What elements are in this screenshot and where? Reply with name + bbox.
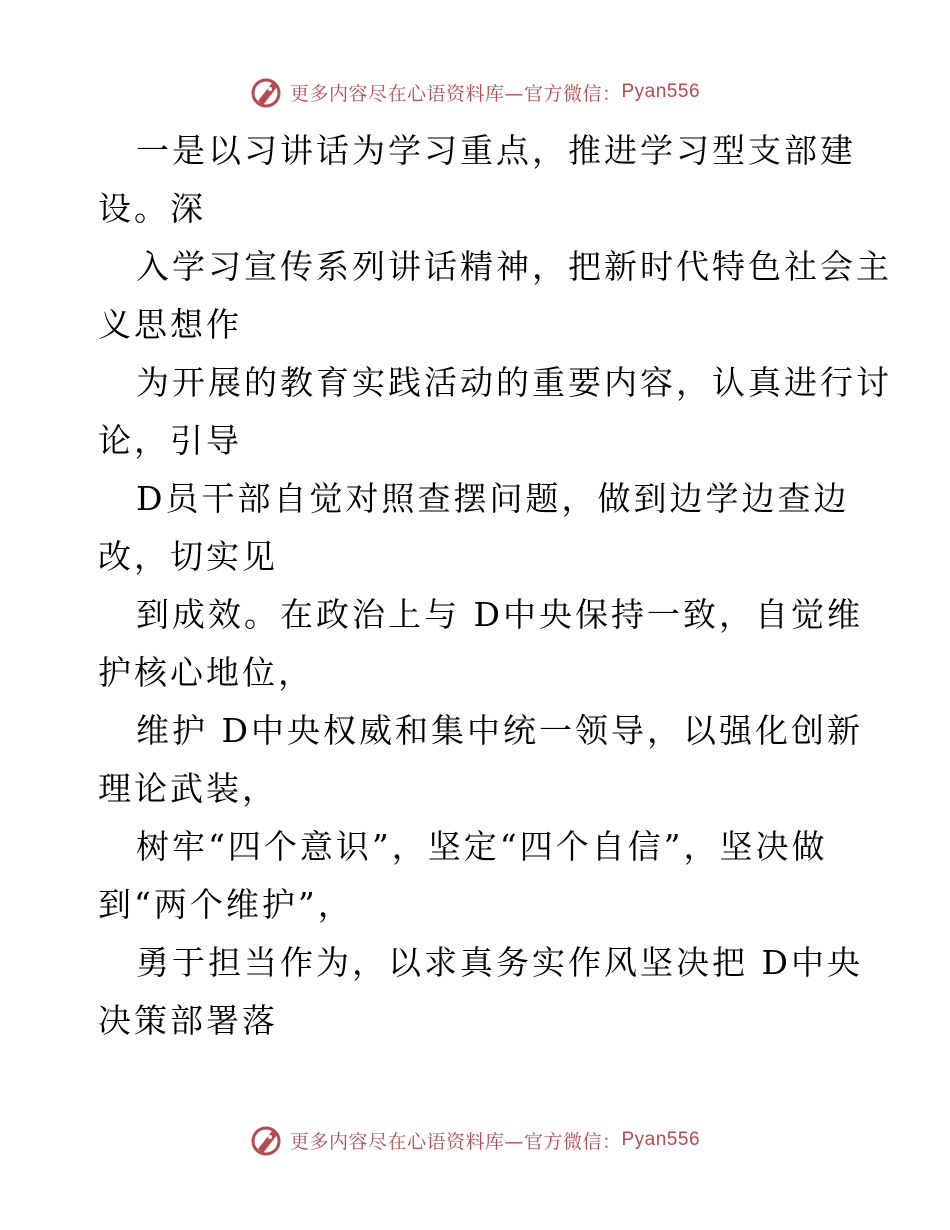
text-line: 理论武装， — [98, 769, 278, 808]
text-line: 勇于担当作为，以求真务实作风坚决把 D中央 — [136, 943, 863, 982]
text-line: 决策部署落 — [98, 1001, 278, 1040]
text-line: 护核心地位， — [98, 653, 314, 692]
text-line: 一是以习讲话为学习重点，推进学习型支部建 — [136, 131, 856, 170]
text-line: 维护 D中央权威和集中统一领导，以强化创新 — [136, 711, 863, 750]
pen-nib-logo-icon — [250, 75, 284, 109]
pen-nib-logo-icon — [250, 1123, 284, 1157]
text-line: 入学习宣传系列讲话精神，把新时代特色社会主 — [136, 247, 892, 286]
text-line: 设。深 — [98, 189, 206, 228]
text-line: 改，切实见 — [98, 537, 278, 576]
text-line: 树牢“四个意识”，坚定“四个自信”，坚决做 — [136, 827, 828, 866]
text-line: D员干部自觉对照查摆问题，做到边学边查边 — [136, 479, 850, 518]
header-banner — [0, 72, 950, 112]
document-body — [98, 122, 892, 1050]
text-line: 义思想作 — [98, 305, 242, 344]
banner-wechat-id: Pyan556 — [621, 1129, 701, 1150]
text-line: 论，引导 — [98, 421, 242, 460]
banner-site-text: 更多内容尽在心语资料库—官方微信： — [289, 1130, 622, 1153]
footer-banner — [0, 1120, 950, 1160]
banner-site-text: 更多内容尽在心语资料库—官方微信： — [289, 82, 622, 105]
text-line: 到“两个维护”， — [98, 885, 354, 924]
banner-wechat-id: Pyan556 — [621, 81, 701, 102]
text-line: 到成效。在政治上与 D中央保持一致，自觉维 — [136, 595, 863, 634]
text-line: 为开展的教育实践活动的重要内容，认真进行讨 — [136, 363, 892, 402]
